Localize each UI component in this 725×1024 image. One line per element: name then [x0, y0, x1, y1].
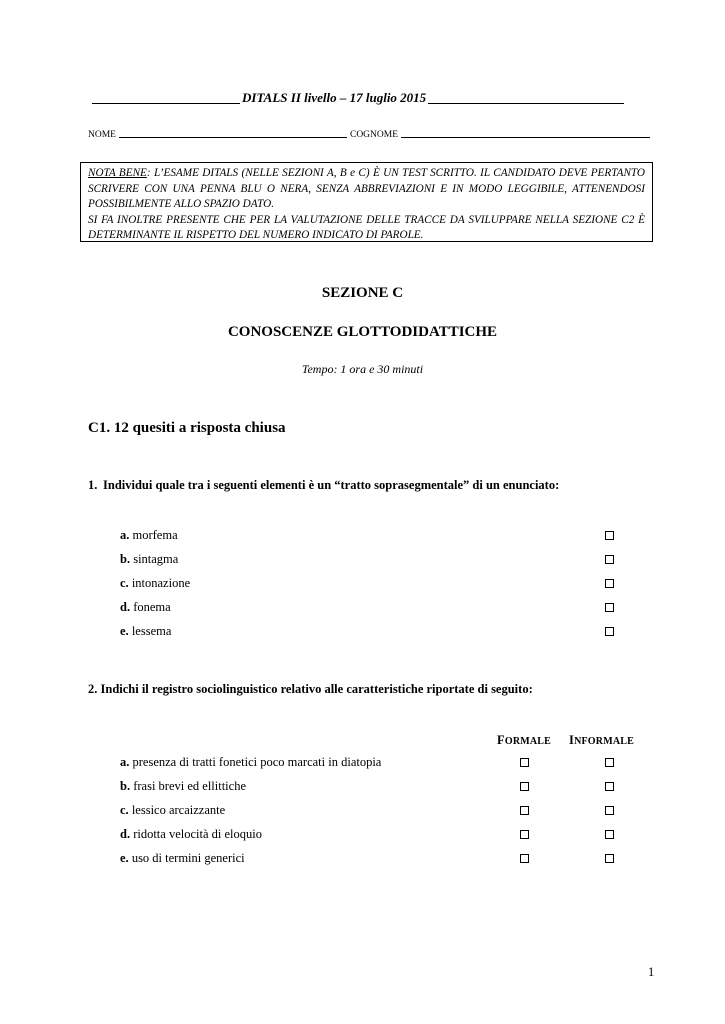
q2-checkbox-a-informal[interactable] [605, 758, 614, 767]
page-number: 1 [648, 965, 655, 979]
option-letter: c. [120, 803, 129, 817]
question-1 [88, 477, 632, 493]
option-text: ridotta velocità di eloquio [133, 827, 262, 841]
question-2-number: 2. [88, 682, 98, 696]
q2-checkbox-d-informal[interactable] [605, 830, 614, 839]
q1-option-d [120, 599, 171, 615]
q2-checkbox-c-informal[interactable] [605, 806, 614, 815]
q2-checkbox-b-informal[interactable] [605, 782, 614, 791]
nota-bene-paragraph-2: SI FA INOLTRE PRESENTE CHE PER LA VALUTAZIONE DELLE TRACCE DA SVILUPPARE NELLA SEZIONE C2 È DETERMINANTE IL RISPETTO DEL NUMERO INDICATO DI PAROLE. [88, 213, 645, 241]
nota-bene-paragraph-1 [88, 166, 645, 213]
nota-bene-text-1: : L’ESAME DITALS (NELLE SEZIONI A, B e C) È UN TEST SCRITTO. IL CANDIDATO DEVE PERTANTO SCRIVERE CON UNA PENNA BLU O NERA, SENZA ABBREVIAZIONI E IN MODO LEGGIBILE, ATTENENDOSI POSSIBILMENTE ALLO SPAZIO DATO. [88, 167, 646, 210]
q1-option-c [120, 575, 190, 591]
nota-bene-box [80, 162, 653, 242]
option-letter: d. [120, 600, 131, 614]
q2-checkbox-e-formal[interactable] [520, 854, 529, 863]
column-header-formal: FORMALE [497, 733, 552, 747]
header-rule-left [92, 103, 240, 104]
q1-checkbox-c[interactable] [605, 579, 614, 588]
option-text: intonazione [131, 576, 191, 590]
option-text: morfema [132, 528, 178, 542]
section-subtitle: CONOSCENZE GLOTTODIDATTICHE [227, 324, 498, 340]
exam-title: DITALS II livello – 17 luglio 2015 [242, 90, 427, 105]
header-rule-right [428, 103, 624, 104]
q2-option-d [120, 826, 262, 842]
name-label: NOME [88, 130, 116, 140]
q1-checkbox-d[interactable] [605, 603, 614, 612]
q1-checkbox-a[interactable] [605, 531, 614, 540]
name-blank[interactable] [119, 137, 347, 138]
q2-option-a [120, 754, 381, 770]
q1-checkbox-e[interactable] [605, 627, 614, 636]
q2-checkbox-b-formal[interactable] [520, 782, 529, 791]
option-letter: e. [120, 624, 129, 638]
q2-option-c [120, 802, 225, 818]
option-letter: b. [120, 552, 131, 566]
q2-checkbox-c-formal[interactable] [520, 806, 529, 815]
section-time: Tempo: 1 ora e 30 minuti [301, 362, 424, 376]
q2-option-b [120, 778, 246, 794]
option-letter: b. [120, 779, 131, 793]
q1-option-e [120, 623, 171, 639]
option-letter: e. [120, 851, 129, 865]
question-1-number: 1. [88, 478, 98, 492]
surname-blank[interactable] [401, 137, 650, 138]
name-row [88, 126, 650, 140]
question-2-text: Indichi il registro sociolinguistico relativo alle caratteristiche riportate di seguito: [100, 682, 533, 696]
option-text: fonema [133, 600, 171, 614]
option-letter: a. [120, 755, 130, 769]
nota-bene-label: NOTA BENE [88, 167, 147, 179]
option-text: lessico arcaizzante [131, 803, 226, 817]
q2-checkbox-a-formal[interactable] [520, 758, 529, 767]
option-text: uso di termini generici [131, 851, 245, 865]
option-letter: d. [120, 827, 131, 841]
option-text: presenza di tratti fonetici poco marcati in diatopia [132, 755, 382, 769]
question-1-text: Individui quale tra i seguenti elementi è un “tratto soprasegmentale” di un enunciato: [103, 478, 560, 492]
q1-checkbox-b[interactable] [605, 555, 614, 564]
option-text: sintagma [133, 552, 179, 566]
q2-option-e [120, 850, 245, 866]
column-header-informal: INFORMALE [569, 733, 635, 747]
exam-header [92, 88, 649, 106]
option-text: frasi brevi ed ellittiche [133, 779, 247, 793]
q2-checkbox-d-formal[interactable] [520, 830, 529, 839]
option-text: lessema [131, 624, 172, 638]
q1-option-a [120, 527, 178, 543]
option-letter: c. [120, 576, 129, 590]
q1-option-b [120, 551, 178, 567]
surname-label: COGNOME [349, 130, 399, 140]
option-letter: a. [120, 528, 130, 542]
question-2 [88, 682, 533, 697]
part-title: C1. 12 quesiti a risposta chiusa [88, 420, 286, 436]
q2-checkbox-e-informal[interactable] [605, 854, 614, 863]
section-title: SEZIONE C [321, 285, 404, 301]
